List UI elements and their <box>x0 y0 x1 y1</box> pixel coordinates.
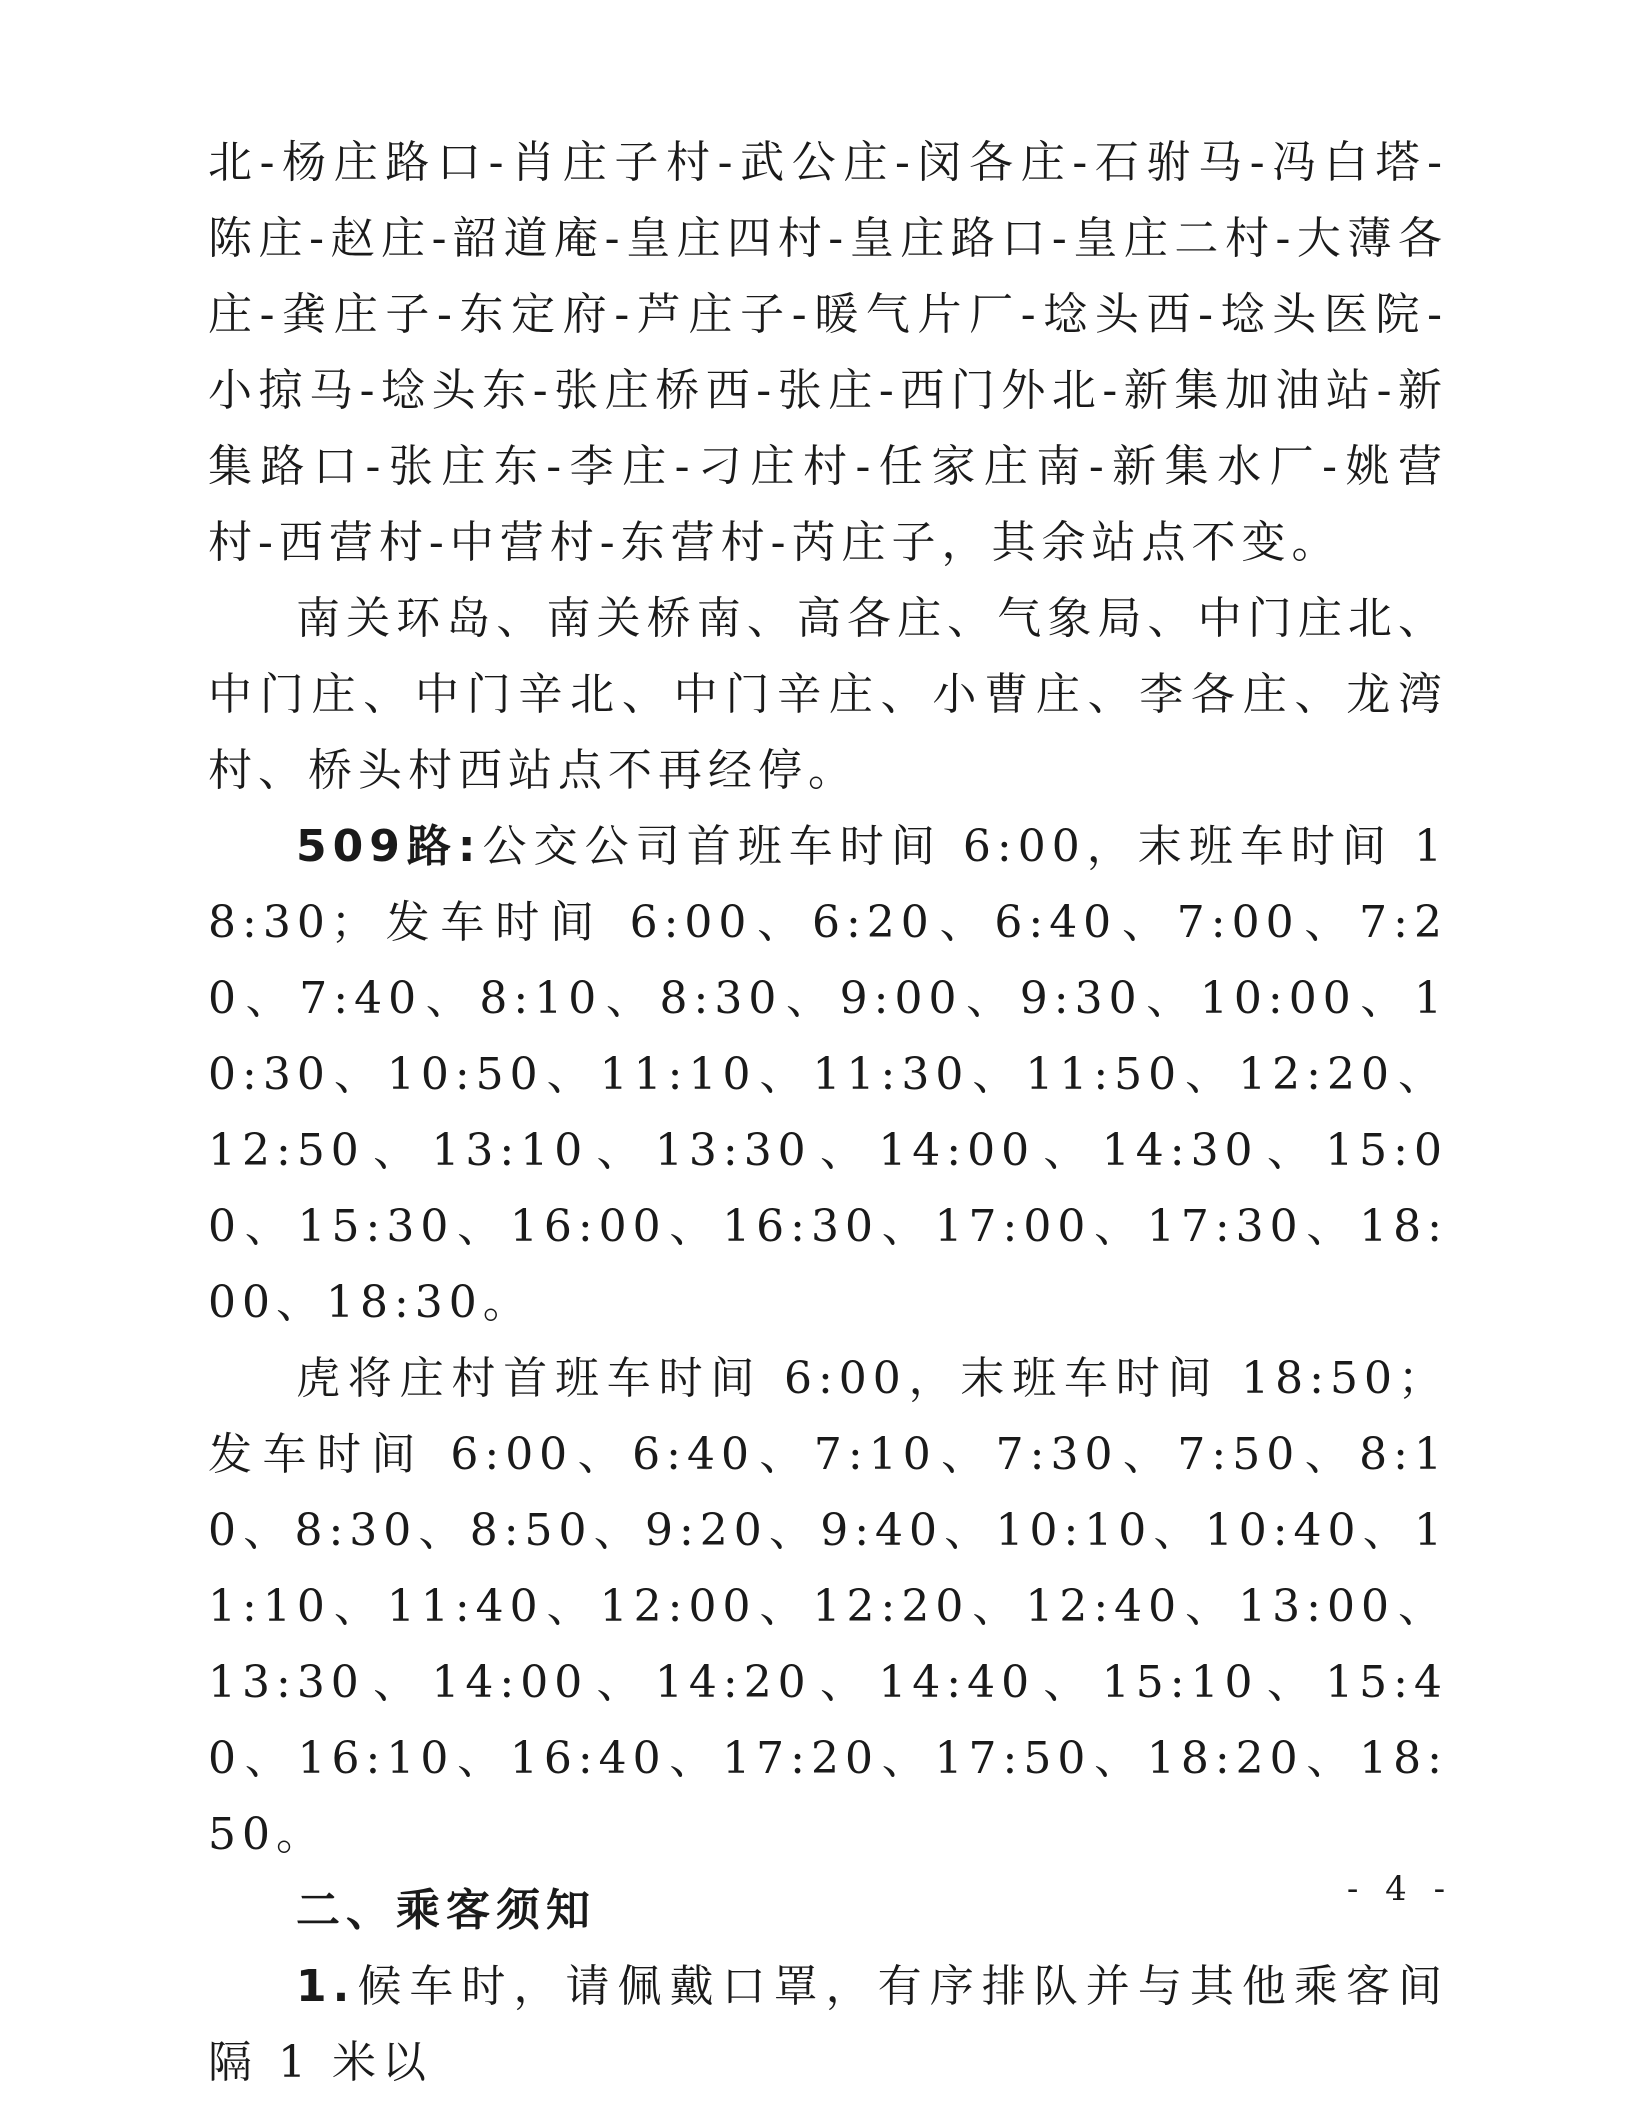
section-two-heading: 二、乘客须知 <box>296 1885 596 1936</box>
document-page <box>208 125 1448 2101</box>
notice-item-1-text: 候车时，请佩戴口罩，有序排队并与其他乘客间隔 1 米以 <box>208 1961 1448 2088</box>
route-509-company-text: 公交公司首班车时间 6:00，末班车时间 18:30；发车时间 6:00、6:20、6:40、7:00、7:20、7:40、8:10、8:30、9:00、9:30、10:00、10:30、10:50、11:10、11:30、11:50、12:20、12:50、13:10、13:30、14:00、14:30、15:00、15:30、16:00、16:30、17:00、17:30、18:00、18:30。 <box>208 821 1448 1328</box>
route-stops-continued: 北-杨庄路口-肖庄子村-武公庄-闵各庄-石驸马-冯白塔-陈庄-赵庄-韶道庵-皇庄四村-皇庄路口-皇庄二村-大薄各庄-龚庄子-东定府-芦庄子-暖气片厂-埝头西-埝头医院-小掠马-埝头东-张庄桥西-张庄-西门外北-新集加油站-新集路口-张庄东-李庄-刁庄村-任家庄南-新集水厂-姚营村-西营村-中营村-东营村-芮庄子，其余站点不变。 <box>208 137 1448 568</box>
notice-item-1 <box>208 1949 1448 2101</box>
route-509-hujiangzhuang-schedule: 虎将庄村首班车时间 6:00，末班车时间 18:50；发车时间 6:00、6:40、7:10、7:30、7:50、8:10、8:30、8:50、9:20、9:40、10:10、10:40、11:10、11:40、12:00、12:20、12:40、13:00、13:30、14:00、14:20、14:40、15:10、15:40、16:10、16:40、17:20、17:50、18:20、18:50。 <box>208 1353 1448 1860</box>
removed-stops-paragraph: 南关环岛、南关桥南、高各庄、气象局、中门庄北、中门庄、中门辛北、中门辛庄、小曹庄、李各庄、龙湾村、桥头村西站点不再经停。 <box>208 593 1448 796</box>
route-509-label: 509路: <box>296 821 482 872</box>
notice-item-1-label: 1. <box>296 1961 356 2012</box>
page-number: - 4 - <box>1346 1869 1454 1909</box>
route-509-company-schedule <box>208 809 1448 1341</box>
